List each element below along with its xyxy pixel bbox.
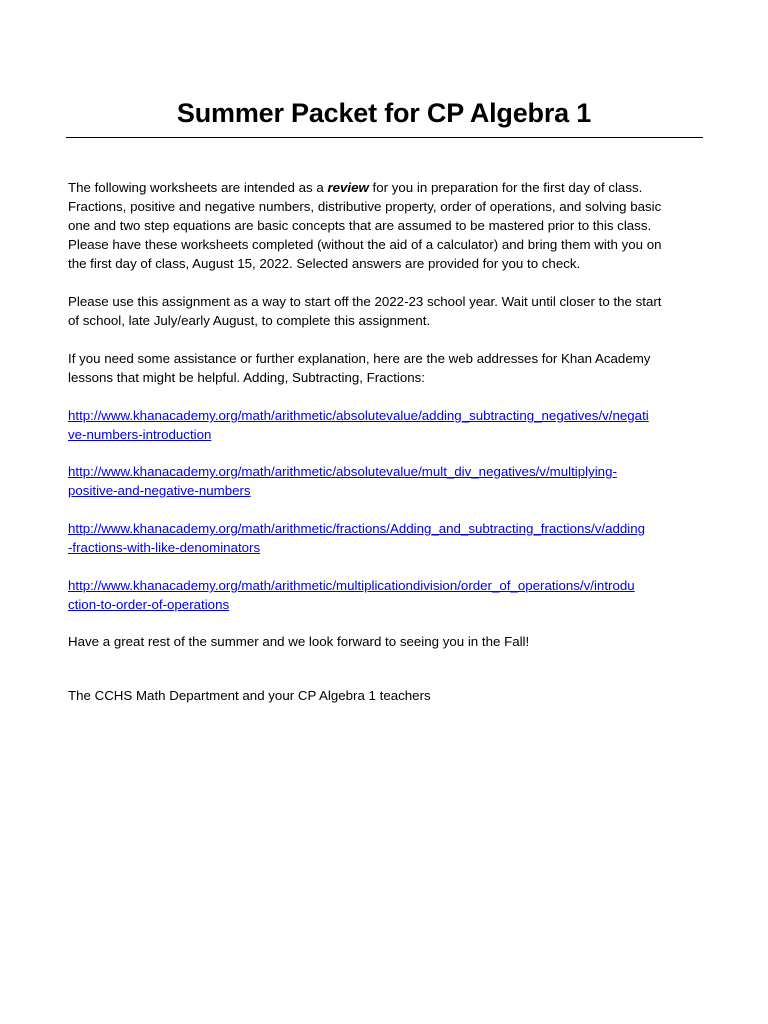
help-paragraph [68, 349, 708, 387]
page-title: Summer Packet for CP Algebra 1 [176, 98, 592, 128]
signature-line: The CCHS Math Department and your CP Algebra 1 teachers [68, 688, 431, 703]
schedule-line-2: of school, late July/early August, to complete this assignment. [68, 313, 431, 328]
review-emphasis: review [327, 180, 369, 195]
schedule-paragraph [68, 292, 708, 330]
link-line-1[interactable]: http://www.khanacademy.org/math/arithmetic/absolutevalue/adding_subtracting_negatives/v/negati [68, 408, 649, 423]
link-negative-numbers[interactable] [68, 406, 708, 444]
title-underline-divider [66, 137, 703, 138]
intro-line-4: Please have these worksheets completed (without the aid of a calculator) and bring them with you on [68, 237, 662, 252]
intro-line-3: one and two step equations are basic concepts that are assumed to be mastered prior to this class. [68, 218, 652, 233]
link-line-2[interactable]: ve-numbers-introduction [68, 427, 212, 442]
link-adding-fractions[interactable] [68, 519, 708, 557]
link-line-2[interactable]: ction-to-order-of-operations [68, 597, 230, 612]
link-line-1[interactable]: http://www.khanacademy.org/math/arithmetic/fractions/Adding_and_subtracting_fractions/v/adding [68, 521, 646, 536]
link-line-2[interactable]: positive-and-negative-numbers [68, 483, 251, 498]
link-line-2[interactable]: -fractions-with-like-denominators [68, 540, 261, 555]
link-line-1[interactable]: http://www.khanacademy.org/math/arithmetic/absolutevalue/mult_div_negatives/v/multiplying- [68, 464, 617, 479]
intro-line-1: The following worksheets are intended as a review for you in preparation for the first day of class. [68, 180, 643, 195]
help-line-1: If you need some assistance or further explanation, here are the web addresses for Khan Academy [68, 351, 651, 366]
schedule-line-1: Please use this assignment as a way to start off the 2022-23 school year. Wait until closer to the start [68, 294, 662, 309]
intro-paragraph [68, 178, 708, 273]
link-order-of-operations[interactable] [68, 576, 708, 614]
closing-line: Have a great rest of the summer and we look forward to seeing you in the Fall! [68, 634, 530, 649]
intro-line-2: Fractions, positive and negative numbers, distributive property, order of operations, and solving basic [68, 199, 662, 214]
link-line-1[interactable]: http://www.khanacademy.org/math/arithmetic/multiplicationdivision/order_of_operations/v/introdu [68, 578, 635, 593]
intro-line-5: the first day of class, August 15, 2022. Selected answers are provided for you to check. [68, 256, 581, 271]
help-line-2: lessons that might be helpful. Adding, Subtracting, Fractions: [68, 370, 426, 385]
link-multiplying-negatives[interactable] [68, 462, 708, 500]
